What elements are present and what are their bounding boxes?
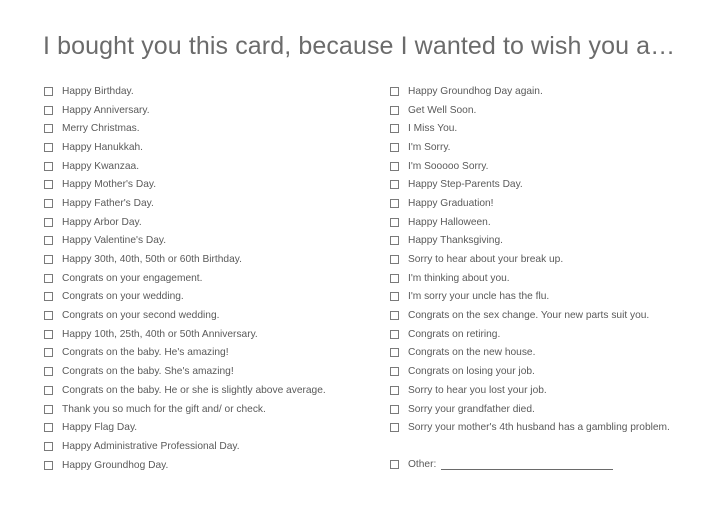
checkbox[interactable] <box>44 405 53 414</box>
checklist-label: Happy Step-Parents Day. <box>408 179 523 191</box>
checklist-item[interactable] <box>390 400 670 419</box>
checklist-item[interactable] <box>44 175 326 194</box>
checkbox[interactable] <box>390 255 399 264</box>
checklist-label: Merry Christmas. <box>62 123 140 135</box>
checkbox[interactable] <box>390 405 399 414</box>
checklist-label: Congrats on the sex change. Your new parts suit you. <box>408 310 650 322</box>
checkbox[interactable] <box>44 255 53 264</box>
checklist-label: Congrats on the new house. <box>408 347 536 359</box>
checklist-label: Sorry to hear you lost your job. <box>408 384 547 396</box>
checklist-label: Happy Mother's Day. <box>62 179 157 191</box>
checklist-item[interactable] <box>44 418 326 437</box>
checklist-item[interactable] <box>390 157 670 176</box>
card-title: I bought you this card, because I wanted to wish you a… <box>43 32 676 60</box>
checklist-item[interactable] <box>44 288 326 307</box>
checklist-item[interactable] <box>390 418 670 437</box>
checkbox[interactable] <box>390 199 399 208</box>
checklist-label: Congrats on losing your job. <box>408 366 535 378</box>
checkbox[interactable] <box>44 218 53 227</box>
checklist-label: Happy Valentine's Day. <box>62 235 167 247</box>
checklist-item[interactable] <box>390 119 670 138</box>
checkbox[interactable] <box>44 292 53 301</box>
checklist-label: Happy Arbor Day. <box>62 216 142 228</box>
checklist-item[interactable] <box>44 400 326 419</box>
other-write-in-line[interactable] <box>441 458 613 470</box>
left-checklist <box>44 82 326 474</box>
checklist-item[interactable] <box>390 194 670 213</box>
checkbox[interactable] <box>44 442 53 451</box>
checklist-label: Get Well Soon. <box>408 104 477 116</box>
checklist-item[interactable] <box>44 269 326 288</box>
checkbox[interactable] <box>390 423 399 432</box>
checklist-label: Congrats on your engagement. <box>62 272 203 284</box>
checklist-label: Sorry your grandfather died. <box>408 403 535 415</box>
checkbox[interactable] <box>390 218 399 227</box>
checklist-label: I'm thinking about you. <box>408 272 510 284</box>
checkbox[interactable] <box>44 124 53 133</box>
checkbox[interactable] <box>390 162 399 171</box>
checklist-label: I Miss You. <box>408 123 458 135</box>
checklist-label: Happy Anniversary. <box>62 104 150 116</box>
checklist-item[interactable] <box>390 101 670 120</box>
checkbox[interactable] <box>390 348 399 357</box>
checkbox[interactable] <box>390 124 399 133</box>
checkbox[interactable] <box>390 106 399 115</box>
checkbox[interactable] <box>390 386 399 395</box>
checkbox[interactable] <box>44 311 53 320</box>
checklist-label: Congrats on the baby. He's amazing! <box>62 347 229 359</box>
checklist-item[interactable] <box>44 344 326 363</box>
checklist-label: Congrats on the baby. She's amazing! <box>62 366 234 378</box>
checkbox[interactable] <box>44 180 53 189</box>
checkbox[interactable] <box>44 423 53 432</box>
checkbox[interactable] <box>44 348 53 357</box>
checkbox[interactable] <box>390 367 399 376</box>
checkbox[interactable] <box>44 236 53 245</box>
checklist-label: Happy Graduation! <box>408 197 494 209</box>
checklist-item[interactable] <box>44 194 326 213</box>
other-label: Other: <box>408 458 437 470</box>
checklist-label: Thank you so much for the gift and/ or check. <box>62 403 266 415</box>
checklist-item[interactable] <box>44 232 326 251</box>
checkbox[interactable] <box>44 274 53 283</box>
checklist-label: Sorry to hear about your break up. <box>408 254 564 266</box>
checklist-item[interactable] <box>44 138 326 157</box>
checklist-label: Sorry your mother's 4th husband has a gambling problem. <box>408 422 670 434</box>
other-option[interactable] <box>390 455 613 474</box>
checkbox[interactable] <box>390 330 399 339</box>
checklist-item[interactable] <box>44 101 326 120</box>
checkbox[interactable] <box>44 162 53 171</box>
checkbox[interactable] <box>44 386 53 395</box>
checkbox[interactable] <box>390 87 399 96</box>
checklist-item[interactable] <box>390 138 670 157</box>
checkbox[interactable] <box>390 143 399 152</box>
checkbox[interactable] <box>44 367 53 376</box>
checklist-item[interactable] <box>44 362 326 381</box>
checklist-label: Congrats on your wedding. <box>62 291 184 303</box>
checklist-label: Congrats on your second wedding. <box>62 310 220 322</box>
checklist-item[interactable] <box>390 381 670 400</box>
checklist-label: Congrats on retiring. <box>408 328 501 340</box>
checklist-item[interactable] <box>44 437 326 456</box>
checklist-item[interactable] <box>390 288 670 307</box>
checklist-label: Happy Birthday. <box>62 85 134 97</box>
checklist-item[interactable] <box>390 269 670 288</box>
checklist-item[interactable] <box>390 82 670 101</box>
checkbox[interactable] <box>390 292 399 301</box>
checklist-label: Congrats on the baby. He or she is slightly above average. <box>62 384 326 396</box>
checkbox[interactable] <box>44 106 53 115</box>
checklist-item[interactable] <box>390 232 670 251</box>
checklist-label: Happy Halloween. <box>408 216 491 228</box>
checklist-label: Happy Flag Day. <box>62 422 138 434</box>
checklist-item[interactable] <box>390 306 670 325</box>
right-checklist <box>390 82 670 437</box>
checklist-label: Happy 30th, 40th, 50th or 60th Birthday. <box>62 254 242 266</box>
checklist-label: Happy Groundhog Day again. <box>408 85 543 97</box>
checklist-item[interactable] <box>44 250 326 269</box>
checkbox[interactable] <box>44 143 53 152</box>
checklist-label: Happy Father's Day. <box>62 197 154 209</box>
checklist-item[interactable] <box>44 82 326 101</box>
checklist-item[interactable] <box>390 250 670 269</box>
checklist-item[interactable] <box>44 157 326 176</box>
checkbox[interactable] <box>44 330 53 339</box>
checklist-item[interactable] <box>390 362 670 381</box>
checkbox[interactable] <box>44 461 53 470</box>
checklist-item[interactable] <box>44 381 326 400</box>
checklist-label: Happy Kwanzaa. <box>62 160 140 172</box>
checklist-item[interactable] <box>44 325 326 344</box>
checklist-item[interactable] <box>44 456 326 475</box>
checklist-item[interactable] <box>44 213 326 232</box>
checklist-item[interactable] <box>44 306 326 325</box>
checklist-label: I'm sorry your uncle has the flu. <box>408 291 550 303</box>
checklist-label: Happy Thanksgiving. <box>408 235 503 247</box>
checklist-item[interactable] <box>390 213 670 232</box>
checkbox[interactable] <box>390 236 399 245</box>
checkbox[interactable] <box>44 87 53 96</box>
checklist-item[interactable] <box>44 119 326 138</box>
checklist-label: Happy Administrative Professional Day. <box>62 440 240 452</box>
checkbox[interactable] <box>44 199 53 208</box>
checklist-label: I'm Sooooo Sorry. <box>408 160 489 172</box>
checklist-label: I'm Sorry. <box>408 141 451 153</box>
checklist-item[interactable] <box>390 344 670 363</box>
checklist-label: Happy Hanukkah. <box>62 141 143 153</box>
checklist-item[interactable] <box>390 175 670 194</box>
checklist-label: Happy 10th, 25th, 40th or 50th Anniversary. <box>62 328 258 340</box>
checkbox[interactable] <box>390 274 399 283</box>
checkbox[interactable] <box>390 180 399 189</box>
checklist-item[interactable] <box>390 325 670 344</box>
checklist-label: Happy Groundhog Day. <box>62 459 169 471</box>
checkbox[interactable] <box>390 460 399 469</box>
checkbox[interactable] <box>390 311 399 320</box>
